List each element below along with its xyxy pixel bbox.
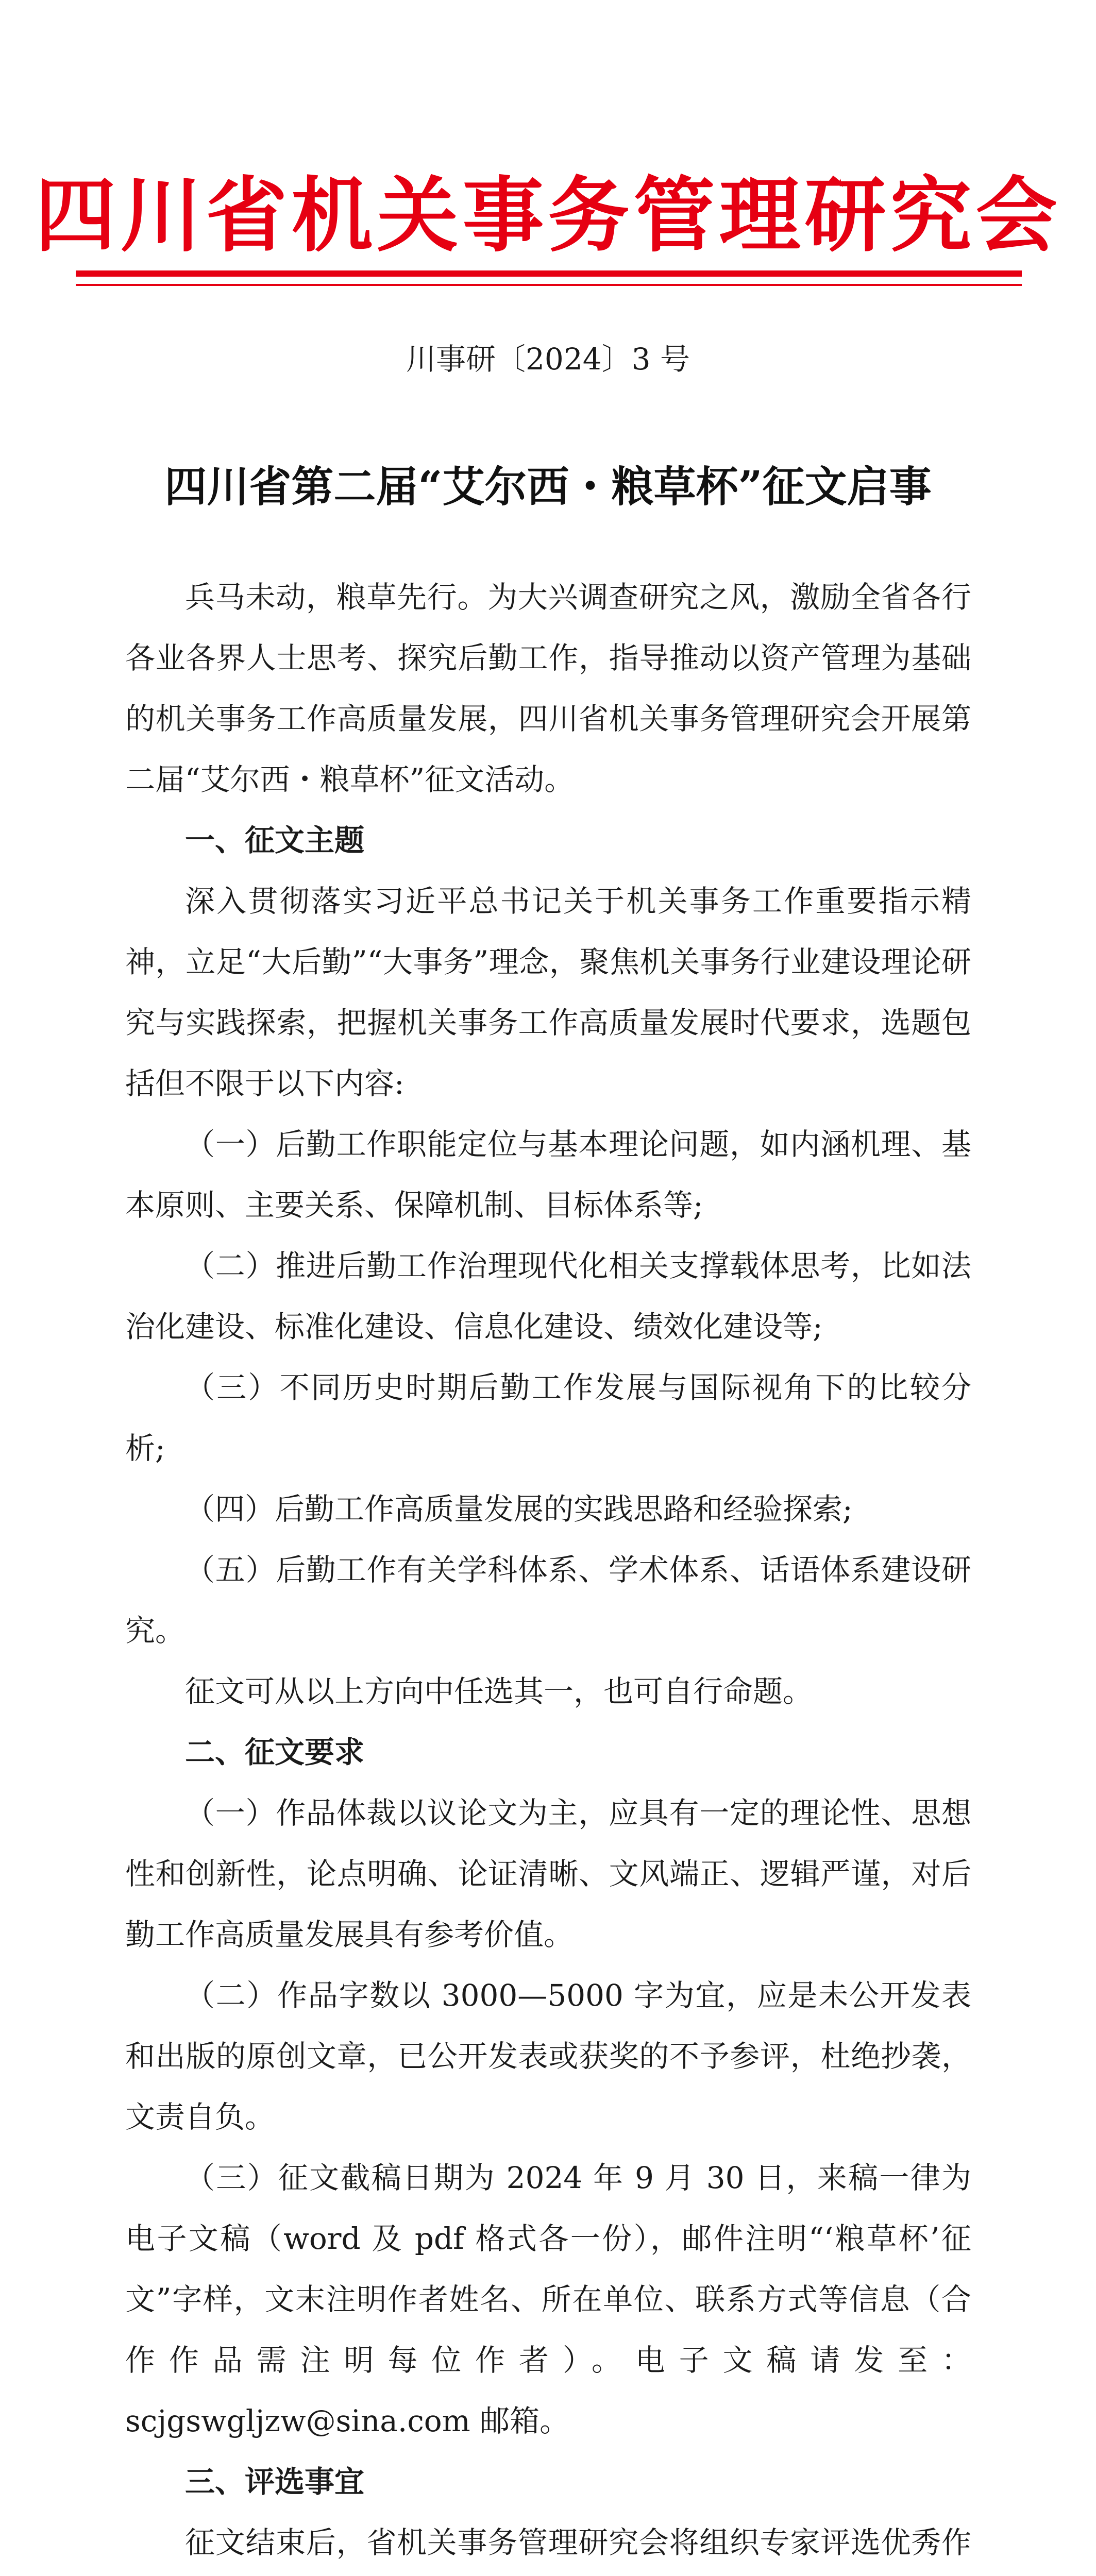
topic-item: （五）后勤工作有关学科体系、学术体系、话语体系建设研究。 <box>125 1552 971 1648</box>
topics-intro: 深入贯彻落实习近平总书记关于机关事务工作重要指示精神，立足“大后勤”“大事务”理念，聚焦机关事务行业建设理论研究与实践探索，把握机关事务工作高质量发展时代要求，选题包括但不限于以下内容: <box>125 884 971 1101</box>
header-rule-thin <box>76 284 1022 286</box>
topic-item: （四）后勤工作高质量发展的实践思路和经验探索; <box>185 1492 853 1527</box>
intro-paragraph: 兵马未动，粮草先行。为大兴调查研究之风，激励全省各行各业各界人士思考、探究后勤工作，指导推动以资产管理为基础的机关事务工作高质量发展，四川省机关事务管理研究会开展第二届“艾尔西・粮草杯”征文活动。 <box>125 580 971 797</box>
section-heading-topics: 一、征文主题 <box>185 823 365 858</box>
org-header-title: 四川省机关事务管理研究会 <box>35 168 1061 263</box>
requirement-item: （二）作品字数以 3000—5000 字为宜，应是未公开发表和出版的原创文章，已公开发表或获奖的不予参评，杜绝抄袭，文责自负。 <box>125 1978 971 2134</box>
requirement-item: （三）征文截稿日期为 2024 年 9 月 30 日，来稿一律为电子文稿（word 及 pdf 格式各一份），邮件注明“‘粮草杯’征文”字样，文末注明作者姓名、所在单位、联系方式等信息（合作作品需注明每位作者）。电子文稿请发至：scjgswgljzw@sina.com 邮箱。 <box>125 2160 971 2438</box>
section-heading-requirements: 二、征文要求 <box>185 1735 365 1770</box>
document-title: 四川省第二届“艾尔西・粮草杯”征文启事 <box>164 462 932 512</box>
document-body <box>125 567 971 2576</box>
topic-item: （三）不同历史时期后勤工作发展与国际视角下的比较分析; <box>125 1370 971 1466</box>
document-number: 川事研〔2024〕3 号 <box>406 342 690 377</box>
topic-item: （一）后勤工作职能定位与基本理论问题，如内涵机理、基本原则、主要关系、保障机制、目标体系等; <box>125 1127 971 1223</box>
topics-note: 征文可从以上方向中任选其一，也可自行命题。 <box>185 1674 813 1709</box>
header-rule-thick <box>76 270 1022 277</box>
section-heading-evaluation: 三、评选事宜 <box>185 2464 365 2499</box>
requirement-item: （一）作品体裁以议论文为主，应具有一定的理论性、思想性和创新性，论点明确、论证清晰、文风端正、逻辑严谨，对后勤工作高质量发展具有参考价值。 <box>125 1795 971 1952</box>
topic-item: （二）推进后勤工作治理现代化相关支撑载体思考，比如法治化建设、标准化建设、信息化建设、绩效化建设等; <box>125 1248 971 1344</box>
evaluation-item: 征文结束后，省机关事务管理研究会将组织专家评选优秀作 <box>185 2525 971 2560</box>
